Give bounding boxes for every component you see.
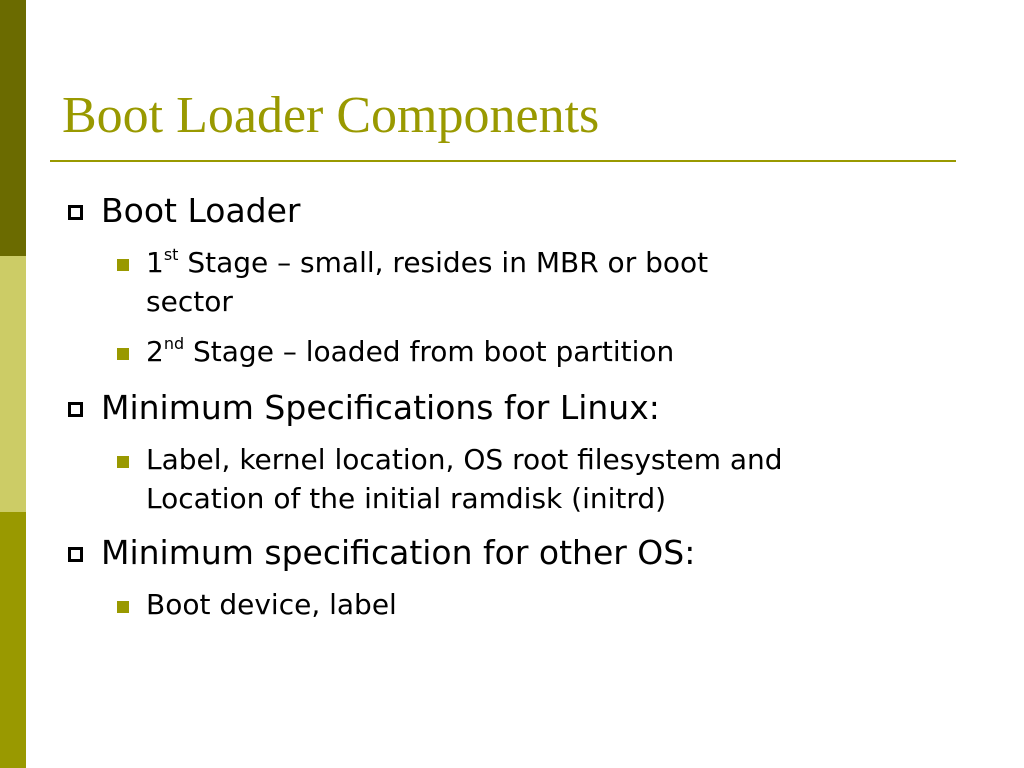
- sub-bullet-other-os-fields: Boot device, label: [146, 588, 397, 621]
- hollow-square-bullet-icon: [68, 205, 83, 220]
- sub-bullet-linux-fields: Label, kernel location, OS root filesystem and: [146, 443, 783, 476]
- ordinal-suffix: nd: [163, 334, 185, 353]
- slide-title: Boot Loader Components: [62, 87, 600, 144]
- bullet-linux-spec: Minimum Specifications for Linux:: [101, 388, 660, 427]
- ordinal-suffix: st: [163, 245, 179, 264]
- sub-bullet-second-stage: [146, 333, 674, 371]
- square-bullet-icon: [117, 348, 129, 360]
- sub-bullet-text: Stage – small, resides in MBR or boot: [178, 246, 709, 279]
- bullet-boot-loader: Boot Loader: [101, 191, 301, 230]
- sub-bullet-text: Stage – loaded from boot partition: [184, 335, 675, 368]
- hollow-square-bullet-icon: [68, 402, 83, 417]
- sub-bullet-continuation: sector: [146, 285, 233, 318]
- square-bullet-icon: [117, 601, 129, 613]
- bullet-other-os-spec: Minimum specification for other OS:: [101, 533, 696, 572]
- sub-bullet-continuation: Location of the initial ramdisk (initrd): [146, 482, 667, 515]
- square-bullet-icon: [117, 456, 129, 468]
- hollow-square-bullet-icon: [68, 547, 83, 562]
- stage-number: 2: [146, 335, 164, 368]
- stage-number: 1: [146, 246, 164, 279]
- square-bullet-icon: [117, 259, 129, 271]
- sub-bullet-first-stage: [146, 244, 708, 282]
